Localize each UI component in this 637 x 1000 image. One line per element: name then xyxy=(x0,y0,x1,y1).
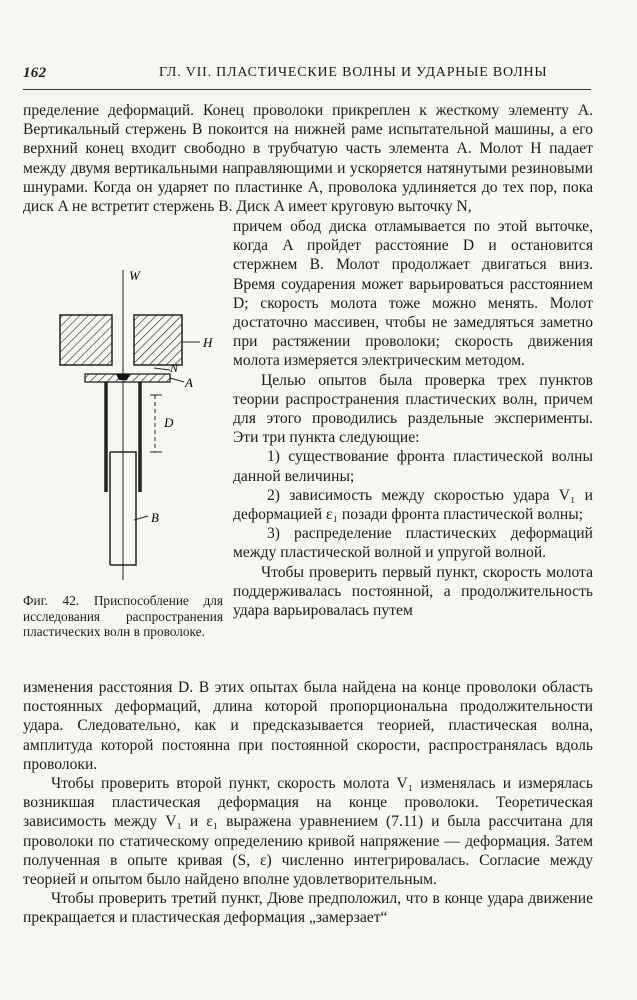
right-paragraph-1: причем обод диска отламывается по этой выточке, когда A пройдет расстояние D и остановится стержнем B. Молот продолжает двигаться вниз. Время соударения может варьироваться расстоянием D; скорость молота тоже можно менять. Молот достаточно массивен, чтобы не замедляться заметно при растяжении проволоки; скорость движения молота измеряется электрическим методом. xyxy=(233,218,593,370)
bottom-text-block xyxy=(23,678,593,928)
right-paragraph-2: Целью опытов была проверка трех пунктов теории распространения пластических волн, причем для этого проводились раздельные эксперименты. Эти три пункта следующие: xyxy=(233,371,593,447)
label-b: B xyxy=(151,510,159,525)
right-column-text xyxy=(233,217,593,620)
bottom-paragraph-2: Чтобы проверить второй пункт, скорость молота V₁ изменялась и измерялась возникшая пластическая деформация на конце проволоки. Теоретическая зависимость между V₁ и ε₁ выражена уравнением (7.11) и была рассчитана для проволоки по статическому определению кривой напряжение — деформация. Затем полученная в опыте кривая (S, ε) численно интегрировалась. Согласие между теорией и опытом было найдено вполне удовлетворительным. xyxy=(23,775,593,889)
label-w: W xyxy=(129,268,140,283)
top-text-block xyxy=(23,101,593,216)
right-paragraph-3: Чтобы проверить первый пункт, скорость молота поддерживалась постоянной, а продолжительность удара варьировалась путем xyxy=(233,563,593,620)
header-rule xyxy=(23,89,591,90)
list-item-3: 3) распределение пластических деформаций между пластической волной и упругой волной. xyxy=(233,525,593,562)
running-title: ГЛ. VII. ПЛАСТИЧЕСКИЕ ВОЛНЫ И УДАРНЫЕ ВОЛНЫ xyxy=(159,65,548,80)
bottom-paragraph-3: Чтобы проверить третий пункт, Дюве предположил, что в конце удара движение прекращается и пластическая деформация „замерзает“ xyxy=(23,890,593,927)
top-paragraph: пределение деформаций. Конец проволоки прикреплен к жесткому элементу A. Вертикальный стержень B покоится на нижней раме испытательной машины, а его верхний конец входит свободно в трубчатую часть элемента A. Молот H падает между двумя вертикальными направляющими и ускоряется натянутыми резиновыми шнурами. Когда он ударяет по пластинке A, проволока удлиняется до тех пор, пока диск A не встретит стержень B. Диск A имеет круговую выточку N, xyxy=(23,102,593,216)
label-h: H xyxy=(203,335,213,350)
label-n: N xyxy=(170,361,179,375)
list-item-1: 1) существование фронта пластической волны данной величины; xyxy=(233,448,593,485)
figure-caption: Фиг. 42. Приспособление для исследования распространения пластических волн в проволоке. xyxy=(23,593,223,640)
figure-42-apparatus xyxy=(50,260,235,580)
page-number: 162 xyxy=(23,65,47,81)
list-item-2: 2) зависимость между скоростью удара V₁ и деформацией ε₁ позади фронта пластической волны; xyxy=(233,486,593,524)
label-a: A xyxy=(185,375,193,390)
running-header xyxy=(23,65,591,87)
bottom-paragraph-1: изменения расстояния D. В этих опытах была найдена на конце проволоки область постоянных деформаций, длина которой пропорциональна продолжительности удара. Следовательно, как и предсказывается теорией, пластическая волна, амплитуда которой постоянна при постоянной скорости, распространялась вдоль проволоки. xyxy=(23,679,593,773)
hammer-h-right xyxy=(134,315,182,365)
label-d: D xyxy=(164,415,174,430)
hammer-h-left xyxy=(60,315,112,365)
